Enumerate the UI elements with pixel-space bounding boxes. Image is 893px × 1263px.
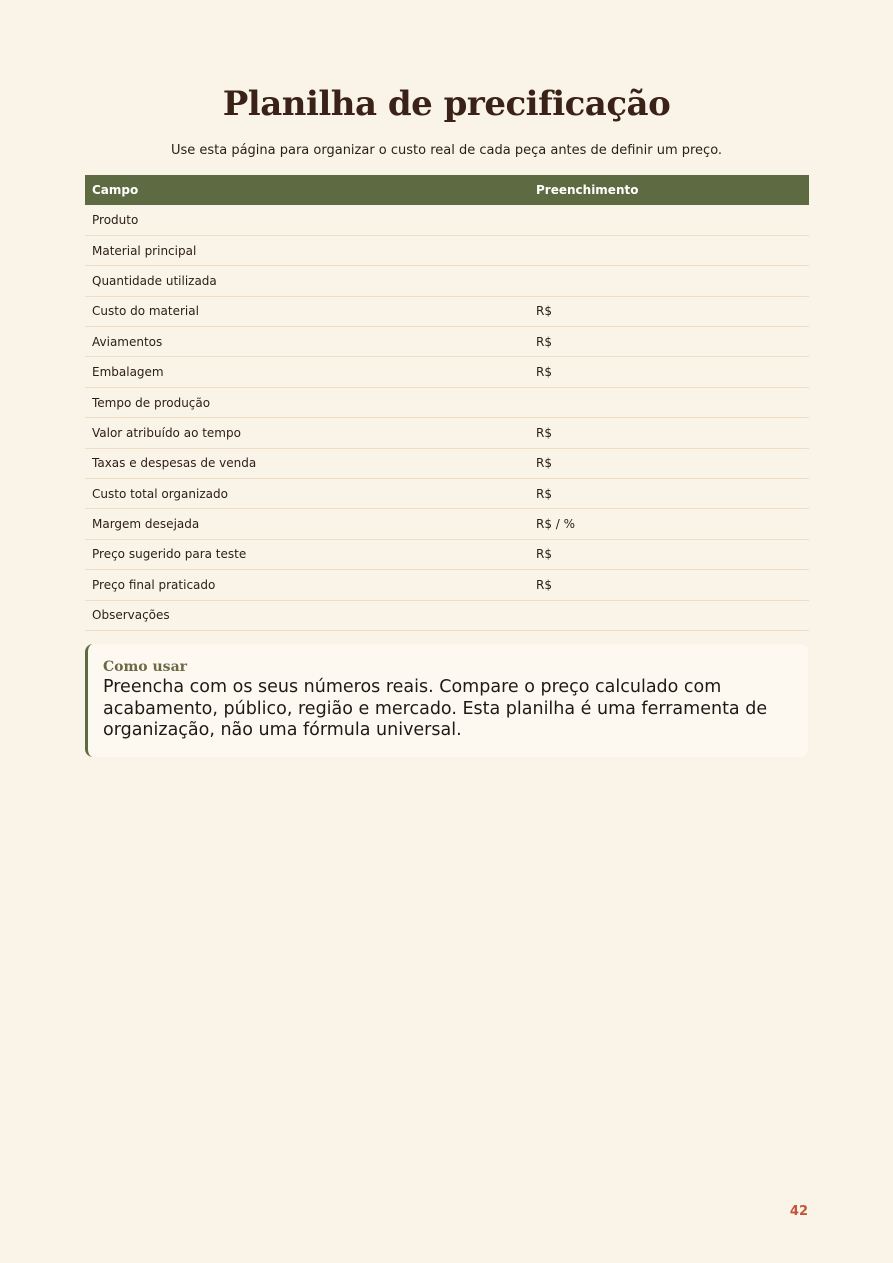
- table-row: [85, 418, 809, 448]
- fill-cell[interactable]: [529, 266, 809, 296]
- page-subtitle: Use esta página para organizar o custo real de cada peça antes de definir um preço.: [170, 143, 723, 158]
- column-header-field: Campo: [85, 175, 529, 205]
- fill-cell[interactable]: R$: [529, 539, 809, 569]
- fill-cell[interactable]: R$: [529, 570, 809, 600]
- page-title: Planilha de precificação: [222, 84, 671, 124]
- fill-cell[interactable]: [529, 387, 809, 417]
- usage-note: [85, 644, 808, 757]
- table-row: [85, 448, 809, 478]
- field-cell: Taxas e despesas de venda: [85, 448, 529, 478]
- fill-cell[interactable]: [529, 600, 809, 630]
- fill-cell[interactable]: R$ / %: [529, 509, 809, 539]
- page-number: 42: [789, 1204, 808, 1219]
- table-row: [85, 357, 809, 387]
- table-row: [85, 235, 809, 265]
- table-row: [85, 205, 809, 235]
- field-cell: Preço sugerido para teste: [85, 539, 529, 569]
- field-cell: Observações: [85, 600, 529, 630]
- fill-cell[interactable]: [529, 205, 809, 235]
- table-row: [85, 266, 809, 296]
- table-row: [85, 387, 809, 417]
- field-cell: Preço final praticado: [85, 570, 529, 600]
- fill-cell[interactable]: R$: [529, 479, 809, 509]
- fill-cell[interactable]: R$: [529, 418, 809, 448]
- pricing-table: [85, 175, 809, 631]
- table-row: [85, 479, 809, 509]
- fill-cell[interactable]: R$: [529, 327, 809, 357]
- fill-cell[interactable]: [529, 235, 809, 265]
- fill-cell[interactable]: R$: [529, 448, 809, 478]
- field-cell: Embalagem: [85, 357, 529, 387]
- field-cell: Aviamentos: [85, 327, 529, 357]
- field-cell: Valor atribuído ao tempo: [85, 418, 529, 448]
- table-row: [85, 296, 809, 326]
- field-cell: Custo total organizado: [85, 479, 529, 509]
- usage-note-text: Preencha com os seus números reais. Compare o preço calculado com acabamento, público, região e mercado. Esta planilha é uma ferramenta de organização, não uma fórmula universal.: [103, 677, 768, 740]
- fill-cell[interactable]: R$: [529, 296, 809, 326]
- field-cell: Tempo de produção: [85, 387, 529, 417]
- field-cell: Material principal: [85, 235, 529, 265]
- column-header-fill: Preenchimento: [529, 175, 809, 205]
- table-row: [85, 327, 809, 357]
- table-header-row: [85, 175, 809, 205]
- table-row: [85, 509, 809, 539]
- table-row: [85, 600, 809, 630]
- field-cell: Margem desejada: [85, 509, 529, 539]
- table-row: [85, 539, 809, 569]
- fill-cell[interactable]: R$: [529, 357, 809, 387]
- field-cell: Produto: [85, 205, 529, 235]
- table-row: [85, 570, 809, 600]
- field-cell: Quantidade utilizada: [85, 266, 529, 296]
- field-cell: Custo do material: [85, 296, 529, 326]
- usage-note-title: Como usar: [103, 659, 188, 675]
